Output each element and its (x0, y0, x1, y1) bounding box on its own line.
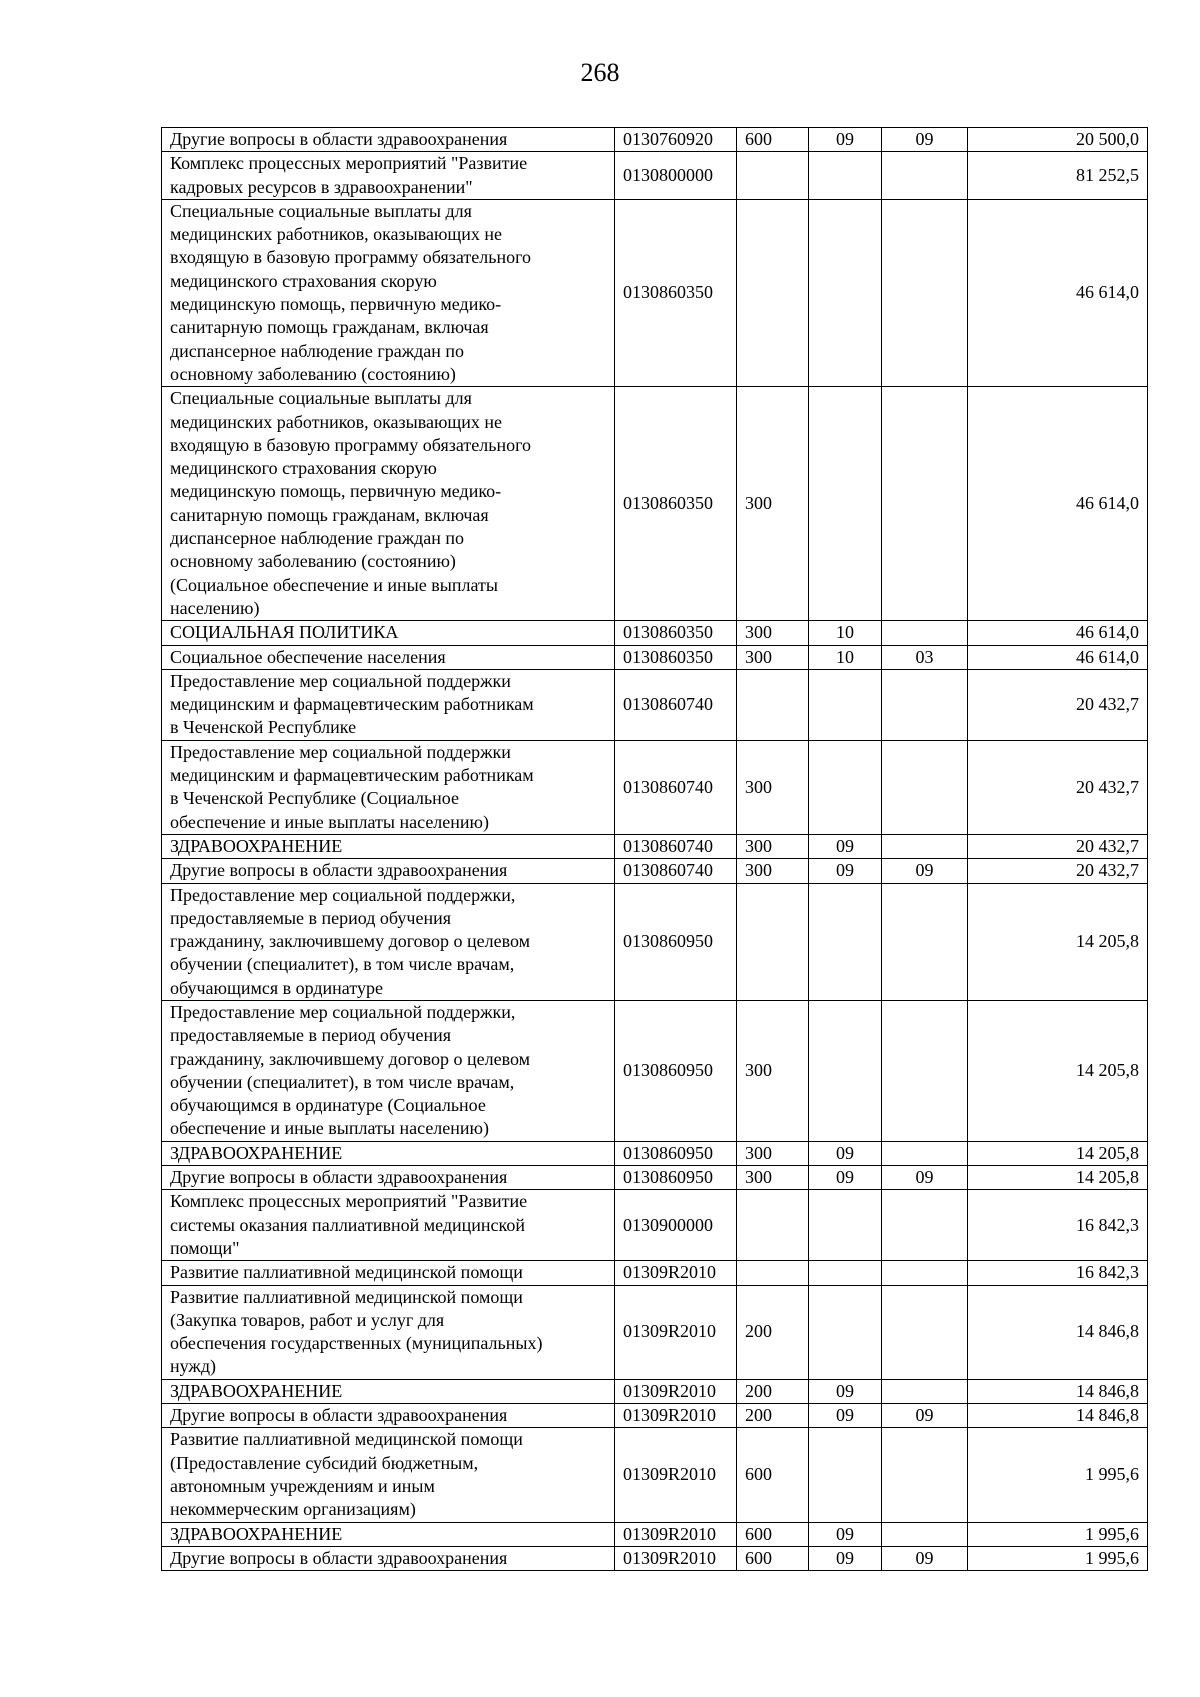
row-amount-cell: 14 846,8 (968, 1404, 1148, 1428)
budget-table (161, 127, 1148, 1571)
row-amount-cell: 14 205,8 (968, 883, 1148, 1000)
row-section-cell (809, 1000, 882, 1141)
row-amount-cell: 16 842,3 (968, 1261, 1148, 1285)
row-target-code-cell: 01309R2010 (615, 1404, 737, 1428)
row-expense-type-cell: 300 (737, 834, 809, 858)
row-amount-cell: 46 614,0 (968, 621, 1148, 645)
row-section-cell: 09 (809, 128, 882, 152)
row-amount-cell: 81 252,5 (968, 152, 1148, 200)
table-row (162, 1285, 1148, 1379)
row-expense-type-cell: 600 (737, 1522, 809, 1546)
row-target-code-cell: 0130860350 (615, 387, 737, 621)
table-row (162, 387, 1148, 621)
row-expense-type-cell: 300 (737, 1166, 809, 1190)
row-name-cell: Другие вопросы в области здравоохранения (162, 128, 615, 152)
row-target-code-cell: 01309R2010 (615, 1379, 737, 1403)
row-section-cell: 09 (809, 1166, 882, 1190)
row-expense-type-cell (737, 1190, 809, 1261)
row-target-code-cell: 0130860350 (615, 199, 737, 386)
row-target-code-cell: 0130860740 (615, 859, 737, 883)
row-amount-cell: 20 432,7 (968, 740, 1148, 834)
row-amount-cell: 46 614,0 (968, 645, 1148, 669)
row-target-code-cell: 0130860950 (615, 883, 737, 1000)
row-expense-type-cell: 300 (737, 1000, 809, 1141)
row-expense-type-cell: 300 (737, 740, 809, 834)
row-amount-cell: 14 205,8 (968, 1141, 1148, 1165)
row-target-code-cell: 0130900000 (615, 1190, 737, 1261)
budget-table-body (162, 128, 1148, 1571)
row-amount-cell: 14 205,8 (968, 1000, 1148, 1141)
row-target-code-cell: 0130860350 (615, 621, 737, 645)
row-section-cell (809, 1190, 882, 1261)
row-name-cell: Предоставление мер социальной поддержки, предоставляемые в период обучения гражданину, заключившему договор о целевом обучении (специалитет), в том числе врачам, обучающимся в ординатуре (162, 883, 615, 1000)
row-section-cell (809, 199, 882, 386)
row-target-code-cell: 0130860950 (615, 1166, 737, 1190)
row-name-cell: Другие вопросы в области здравоохранения (162, 1404, 615, 1428)
row-amount-cell: 20 500,0 (968, 128, 1148, 152)
row-name-cell: Развитие паллиативной медицинской помощи (Предоставление субсидий бюджетным, автономным учреждениям и иным некоммерческим организациям) (162, 1428, 615, 1522)
row-expense-type-cell: 300 (737, 1141, 809, 1165)
row-subsection-cell: 09 (882, 1546, 968, 1570)
row-name-cell: Социальное обеспечение населения (162, 645, 615, 669)
row-subsection-cell (882, 1190, 968, 1261)
row-expense-type-cell: 300 (737, 387, 809, 621)
row-expense-type-cell: 200 (737, 1404, 809, 1428)
row-section-cell (809, 1428, 882, 1522)
table-row (162, 669, 1148, 740)
table-row (162, 621, 1148, 645)
row-name-cell: Другие вопросы в области здравоохранения (162, 859, 615, 883)
row-subsection-cell: 03 (882, 645, 968, 669)
row-subsection-cell: 09 (882, 128, 968, 152)
row-section-cell (809, 387, 882, 621)
table-row (162, 1546, 1148, 1570)
row-name-cell: Комплекс процессных мероприятий "Развитие кадровых ресурсов в здравоохранении" (162, 152, 615, 200)
row-subsection-cell (882, 1285, 968, 1379)
row-amount-cell: 14 846,8 (968, 1285, 1148, 1379)
row-amount-cell: 20 432,7 (968, 669, 1148, 740)
row-section-cell (809, 1261, 882, 1285)
row-name-cell: Предоставление мер социальной поддержки медицинским и фармацевтическим работникам в Чеченской Республике (Социальное обеспечение и иные выплаты населению) (162, 740, 615, 834)
table-row (162, 834, 1148, 858)
row-section-cell: 09 (809, 834, 882, 858)
row-subsection-cell (882, 834, 968, 858)
table-row (162, 1000, 1148, 1141)
table-row (162, 859, 1148, 883)
row-section-cell: 09 (809, 1546, 882, 1570)
row-name-cell: ЗДРАВООХРАНЕНИЕ (162, 834, 615, 858)
row-amount-cell: 1 995,6 (968, 1522, 1148, 1546)
row-subsection-cell (882, 1000, 968, 1141)
row-subsection-cell (882, 152, 968, 200)
row-expense-type-cell: 600 (737, 128, 809, 152)
row-target-code-cell: 0130860950 (615, 1141, 737, 1165)
row-expense-type-cell: 300 (737, 645, 809, 669)
row-section-cell (809, 740, 882, 834)
row-target-code-cell: 01309R2010 (615, 1428, 737, 1522)
row-expense-type-cell: 600 (737, 1428, 809, 1522)
row-name-cell: ЗДРАВООХРАНЕНИЕ (162, 1522, 615, 1546)
row-subsection-cell (882, 1261, 968, 1285)
row-target-code-cell: 0130860740 (615, 669, 737, 740)
row-name-cell: Другие вопросы в области здравоохранения (162, 1166, 615, 1190)
row-expense-type-cell: 300 (737, 621, 809, 645)
table-row (162, 152, 1148, 200)
table-row (162, 1428, 1148, 1522)
row-name-cell: Специальные социальные выплаты для медицинских работников, оказывающих не входящую в базовую программу обязательного медицинского страхования скорую медицинскую помощь, первичную медико- санитарную помощь гражданам, включая диспансерное наблюдение граждан по основному заболеванию (состоянию) (162, 199, 615, 386)
row-section-cell: 09 (809, 1522, 882, 1546)
row-name-cell: Специальные социальные выплаты для медицинских работников, оказывающих не входящую в базовую программу обязательного медицинского страхования скорую медицинскую помощь, первичную медико- санитарную помощь гражданам, включая диспансерное наблюдение граждан по основному заболеванию (состоянию) (Социальное обеспечение и иные выплаты населению) (162, 387, 615, 621)
row-subsection-cell: 09 (882, 1404, 968, 1428)
row-subsection-cell: 09 (882, 1166, 968, 1190)
row-amount-cell: 46 614,0 (968, 387, 1148, 621)
row-target-code-cell: 0130860740 (615, 834, 737, 858)
row-expense-type-cell (737, 1261, 809, 1285)
row-subsection-cell (882, 1379, 968, 1403)
row-amount-cell: 14 846,8 (968, 1379, 1148, 1403)
row-subsection-cell: 09 (882, 859, 968, 883)
row-name-cell: СОЦИАЛЬНАЯ ПОЛИТИКА (162, 621, 615, 645)
row-subsection-cell (882, 1428, 968, 1522)
table-row (162, 645, 1148, 669)
row-name-cell: ЗДРАВООХРАНЕНИЕ (162, 1379, 615, 1403)
row-section-cell (809, 883, 882, 1000)
row-target-code-cell: 0130860350 (615, 645, 737, 669)
row-expense-type-cell (737, 199, 809, 386)
row-name-cell: Развитие паллиативной медицинской помощи (Закупка товаров, работ и услуг для обеспечения государственных (муниципальных) нужд) (162, 1285, 615, 1379)
row-target-code-cell: 0130860950 (615, 1000, 737, 1141)
page-number: 268 (580, 58, 620, 87)
row-target-code-cell: 0130800000 (615, 152, 737, 200)
row-amount-cell: 1 995,6 (968, 1428, 1148, 1522)
row-name-cell: Предоставление мер социальной поддержки, предоставляемые в период обучения гражданину, заключившему договор о целевом обучении (специалитет), в том числе врачам, обучающимся в ординатуре (Социальное обеспечение и иные выплаты населению) (162, 1000, 615, 1141)
row-name-cell: Развитие паллиативной медицинской помощи (162, 1261, 615, 1285)
table-row (162, 740, 1148, 834)
table-row (162, 128, 1148, 152)
row-subsection-cell (882, 621, 968, 645)
row-target-code-cell: 01309R2010 (615, 1546, 737, 1570)
row-subsection-cell (882, 199, 968, 386)
row-section-cell (809, 152, 882, 200)
row-target-code-cell: 01309R2010 (615, 1522, 737, 1546)
table-row (162, 1166, 1148, 1190)
row-subsection-cell (882, 1141, 968, 1165)
row-expense-type-cell: 200 (737, 1379, 809, 1403)
row-section-cell: 09 (809, 859, 882, 883)
row-amount-cell: 16 842,3 (968, 1190, 1148, 1261)
table-row (162, 1379, 1148, 1403)
row-section-cell (809, 669, 882, 740)
row-amount-cell: 14 205,8 (968, 1166, 1148, 1190)
row-expense-type-cell: 300 (737, 859, 809, 883)
row-amount-cell: 20 432,7 (968, 834, 1148, 858)
row-section-cell: 10 (809, 621, 882, 645)
row-expense-type-cell (737, 669, 809, 740)
row-target-code-cell: 0130860740 (615, 740, 737, 834)
row-section-cell (809, 1285, 882, 1379)
table-row (162, 1141, 1148, 1165)
row-subsection-cell (882, 669, 968, 740)
row-amount-cell: 1 995,6 (968, 1546, 1148, 1570)
row-name-cell: Другие вопросы в области здравоохранения (162, 1546, 615, 1570)
table-row (162, 1190, 1148, 1261)
row-section-cell: 09 (809, 1141, 882, 1165)
table-row (162, 1261, 1148, 1285)
row-section-cell: 09 (809, 1404, 882, 1428)
row-subsection-cell (882, 883, 968, 1000)
row-amount-cell: 20 432,7 (968, 859, 1148, 883)
table-row (162, 199, 1148, 386)
table-row (162, 1404, 1148, 1428)
row-expense-type-cell (737, 152, 809, 200)
row-name-cell: ЗДРАВООХРАНЕНИЕ (162, 1141, 615, 1165)
row-subsection-cell (882, 1522, 968, 1546)
row-target-code-cell: 0130760920 (615, 128, 737, 152)
row-section-cell: 10 (809, 645, 882, 669)
row-expense-type-cell: 200 (737, 1285, 809, 1379)
table-row (162, 1522, 1148, 1546)
row-target-code-cell: 01309R2010 (615, 1261, 737, 1285)
row-section-cell: 09 (809, 1379, 882, 1403)
row-expense-type-cell: 600 (737, 1546, 809, 1570)
row-subsection-cell (882, 387, 968, 621)
row-expense-type-cell (737, 883, 809, 1000)
row-amount-cell: 46 614,0 (968, 199, 1148, 386)
row-name-cell: Предоставление мер социальной поддержки медицинским и фармацевтическим работникам в Чеченской Республике (162, 669, 615, 740)
row-name-cell: Комплекс процессных мероприятий "Развитие системы оказания паллиативной медицинской помощи" (162, 1190, 615, 1261)
row-target-code-cell: 01309R2010 (615, 1285, 737, 1379)
table-row (162, 883, 1148, 1000)
row-subsection-cell (882, 740, 968, 834)
